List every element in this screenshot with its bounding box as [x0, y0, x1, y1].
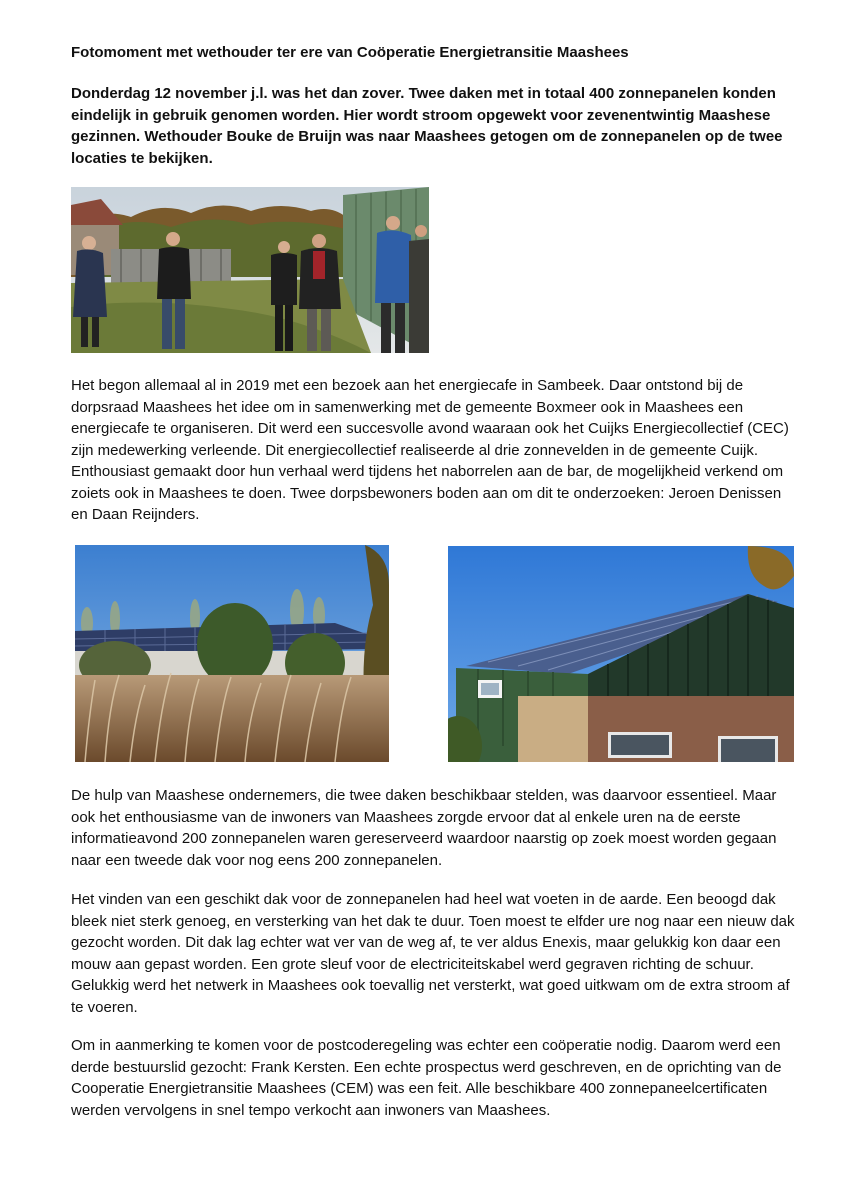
- paragraph-roof-search: Het vinden van een geschikt dak voor de zonnepanelen had heel wat voeten in de aarde. Een beoogd dak bleek niet sterk genoeg, en versterking van het dak te duur. Toen moest te elfder ure nog naar een nieuw dak gezocht worden. Dit dak lag echter wat ver van de weg af, te ver aldus Enexis, maar gelukkig kon daar een mouw aan gepast worden. Een grote sleuf voor de electriciteitskabel werd gegraven richting de schuur. Gelukkig werd het netwerk in Maashees ook toevallig net versterkt, wat goed uitkwam om de extra stroom af te voeren.: [71, 891, 795, 1016]
- solar-barn-photo: [448, 546, 794, 762]
- paragraph-history: Het begon allemaal al in 2019 met een bezoek aan het energiecafe in Sambeek. Daar ontstond bij de dorpsraad Maashees het idee om in samenwerking met de gemeente Boxmeer ook in Maashees een energiecafe te organiseren. Dit werd een succesvolle avond waaraan ook het Cuijks Energiecollectief (CEC) zijn medewerking verleende. Dit energiecollectief realiseerde al drie zonnevelden in de gemeente Cuijk. Enthousiast gemaakt door hun verhaal werd tijdens het naborrelen aan de bar, de mogelijkheid verkend om zoiets ook in Maashees te doen. Twee dorpsbewoners boden aan om dit te onderzoeken: Jeroen Denissen en Daan Reijnders.: [71, 377, 789, 523]
- article-title: Fotomoment met wethouder ter ere van Coöperatie Energietransitie Maashees: [71, 44, 629, 61]
- paragraph-entrepreneurs: De hulp van Maashese ondernemers, die twee daken beschikbaar stelden, was daarvoor essentieel. Maar ook het enthousiasme van de inwoners van Maashees zorgde ervoor dat al enkele uren na de eerste informatieavond 200 zonnepanelen waren gereserveerd waardoor naarstig op zoek moest worden gegaan naar een tweede dak voor nog eens 200 zonnepanelen.: [71, 787, 777, 869]
- solar-roof-field-photo: [75, 545, 389, 762]
- group-photo: [71, 187, 429, 353]
- paragraph-cooperative: Om in aanmerking te komen voor de postcoderegeling was echter een coöperatie nodig. Daarom werd een derde bestuurslid gezocht: Frank Kersten. Een echte prospectus werd geschreven, en de oprichting van de Cooperatie Energietransitie Maashees (CEM) was een feit. Alle beschikbare 400 zonnepaneelcertificaten werden vervolgens in snel tempo verkocht aan inwoners van Maashees.: [71, 1037, 782, 1119]
- article-intro: Donderdag 12 november j.l. was het dan zover. Twee daken met in totaal 400 zonnepanelen konden eindelijk in gebruik genomen worden. Hier wordt stroom opgewekt voor zevenentwintig Maashese gezinnen. Wethouder Bouke de Bruijn was naar Maashees getogen om de zonnepanelen op de twee locaties te bekijken.: [71, 85, 783, 167]
